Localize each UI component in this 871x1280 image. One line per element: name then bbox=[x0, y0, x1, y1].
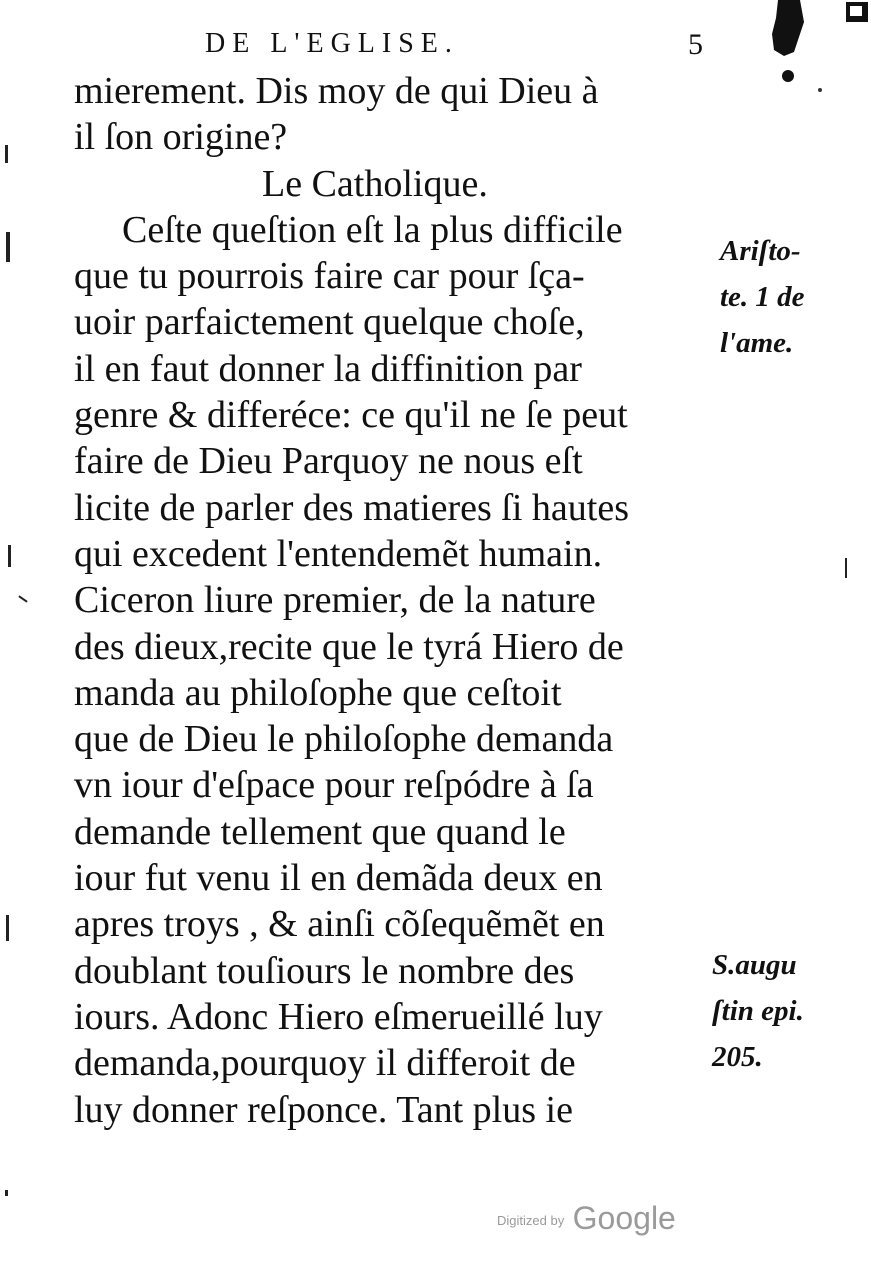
scan-mark bbox=[18, 595, 27, 602]
digitizer-watermark bbox=[497, 1200, 676, 1237]
text-line: Ciceron liure premier, de la nature bbox=[74, 579, 596, 622]
text-line: demande tellement que quand le bbox=[74, 810, 566, 853]
text-line: mierement. Dis moy de qui Dieu à bbox=[74, 70, 599, 112]
text-line: uoir parfaictement quelque choſe, bbox=[74, 301, 585, 344]
text-line: doublant touſiours le nombre des bbox=[74, 949, 575, 992]
text-line: faire de Dieu Parquoy ne nous eſt bbox=[74, 440, 583, 483]
text-line: manda au philoſophe que ceſtoit bbox=[74, 671, 562, 714]
margin-note-line: te. 1 de bbox=[720, 281, 805, 313]
text-line: Ceſte queſtion eſt la plus difficile bbox=[122, 208, 623, 251]
text-line: vn iour d'eſpace pour reſpódre à ſa bbox=[74, 764, 594, 807]
running-title: DE L'EGLISE. bbox=[205, 28, 459, 59]
margin-note-line: l'ame. bbox=[720, 327, 794, 359]
text-line: il ſon origine? bbox=[74, 116, 288, 159]
text-line: iours. Adonc Hiero eſmerueillé luy bbox=[74, 995, 603, 1038]
scan-mark bbox=[845, 558, 847, 578]
text-line: que tu pourrois faire car pour ſça- bbox=[74, 255, 585, 298]
text-line: demanda,pourquoy il differoit de bbox=[74, 1042, 576, 1085]
text-line: il en faut donner la diffinition par bbox=[74, 347, 582, 390]
margin-note-augustin bbox=[712, 942, 804, 1080]
text-line: genre & differéce: ce qu'il ne ſe peut bbox=[74, 394, 628, 437]
text-line: que de Dieu le philoſophe demanda bbox=[74, 718, 614, 761]
page-number: 5 bbox=[688, 28, 703, 61]
text-line: apres troys , & ainſi cõſequẽmẽt en bbox=[74, 903, 605, 946]
text-line: luy donner reſponce. Tant plus ie bbox=[74, 1088, 573, 1131]
text-line: des dieux,recite que le tyrá Hiero de bbox=[74, 625, 624, 668]
scan-mark bbox=[6, 232, 10, 262]
google-logo-text: Google bbox=[572, 1200, 676, 1236]
scan-mark bbox=[5, 1190, 8, 1196]
margin-note-line: 205. bbox=[712, 1041, 763, 1073]
scan-mark bbox=[8, 545, 11, 567]
digitized-by-label: Digitized by bbox=[497, 1213, 565, 1228]
text-line: licite de parler des matieres ſi hautes bbox=[74, 486, 629, 529]
margin-note-line: ſtin epi. bbox=[712, 995, 804, 1027]
scan-mark bbox=[5, 145, 8, 163]
margin-note-line: S.augu bbox=[712, 949, 797, 981]
ink-blot-top-right bbox=[760, 0, 870, 100]
text-line: iour fut venu il en demãda deux en bbox=[74, 857, 603, 900]
text-line: qui excedent l'entendemẽt humain. bbox=[74, 532, 603, 575]
scan-mark bbox=[6, 915, 9, 941]
section-heading: Le Catholique. bbox=[262, 162, 488, 205]
body-text bbox=[74, 68, 714, 1133]
margin-note-line: Ariſto- bbox=[720, 235, 801, 267]
margin-note-aristote bbox=[720, 228, 805, 366]
